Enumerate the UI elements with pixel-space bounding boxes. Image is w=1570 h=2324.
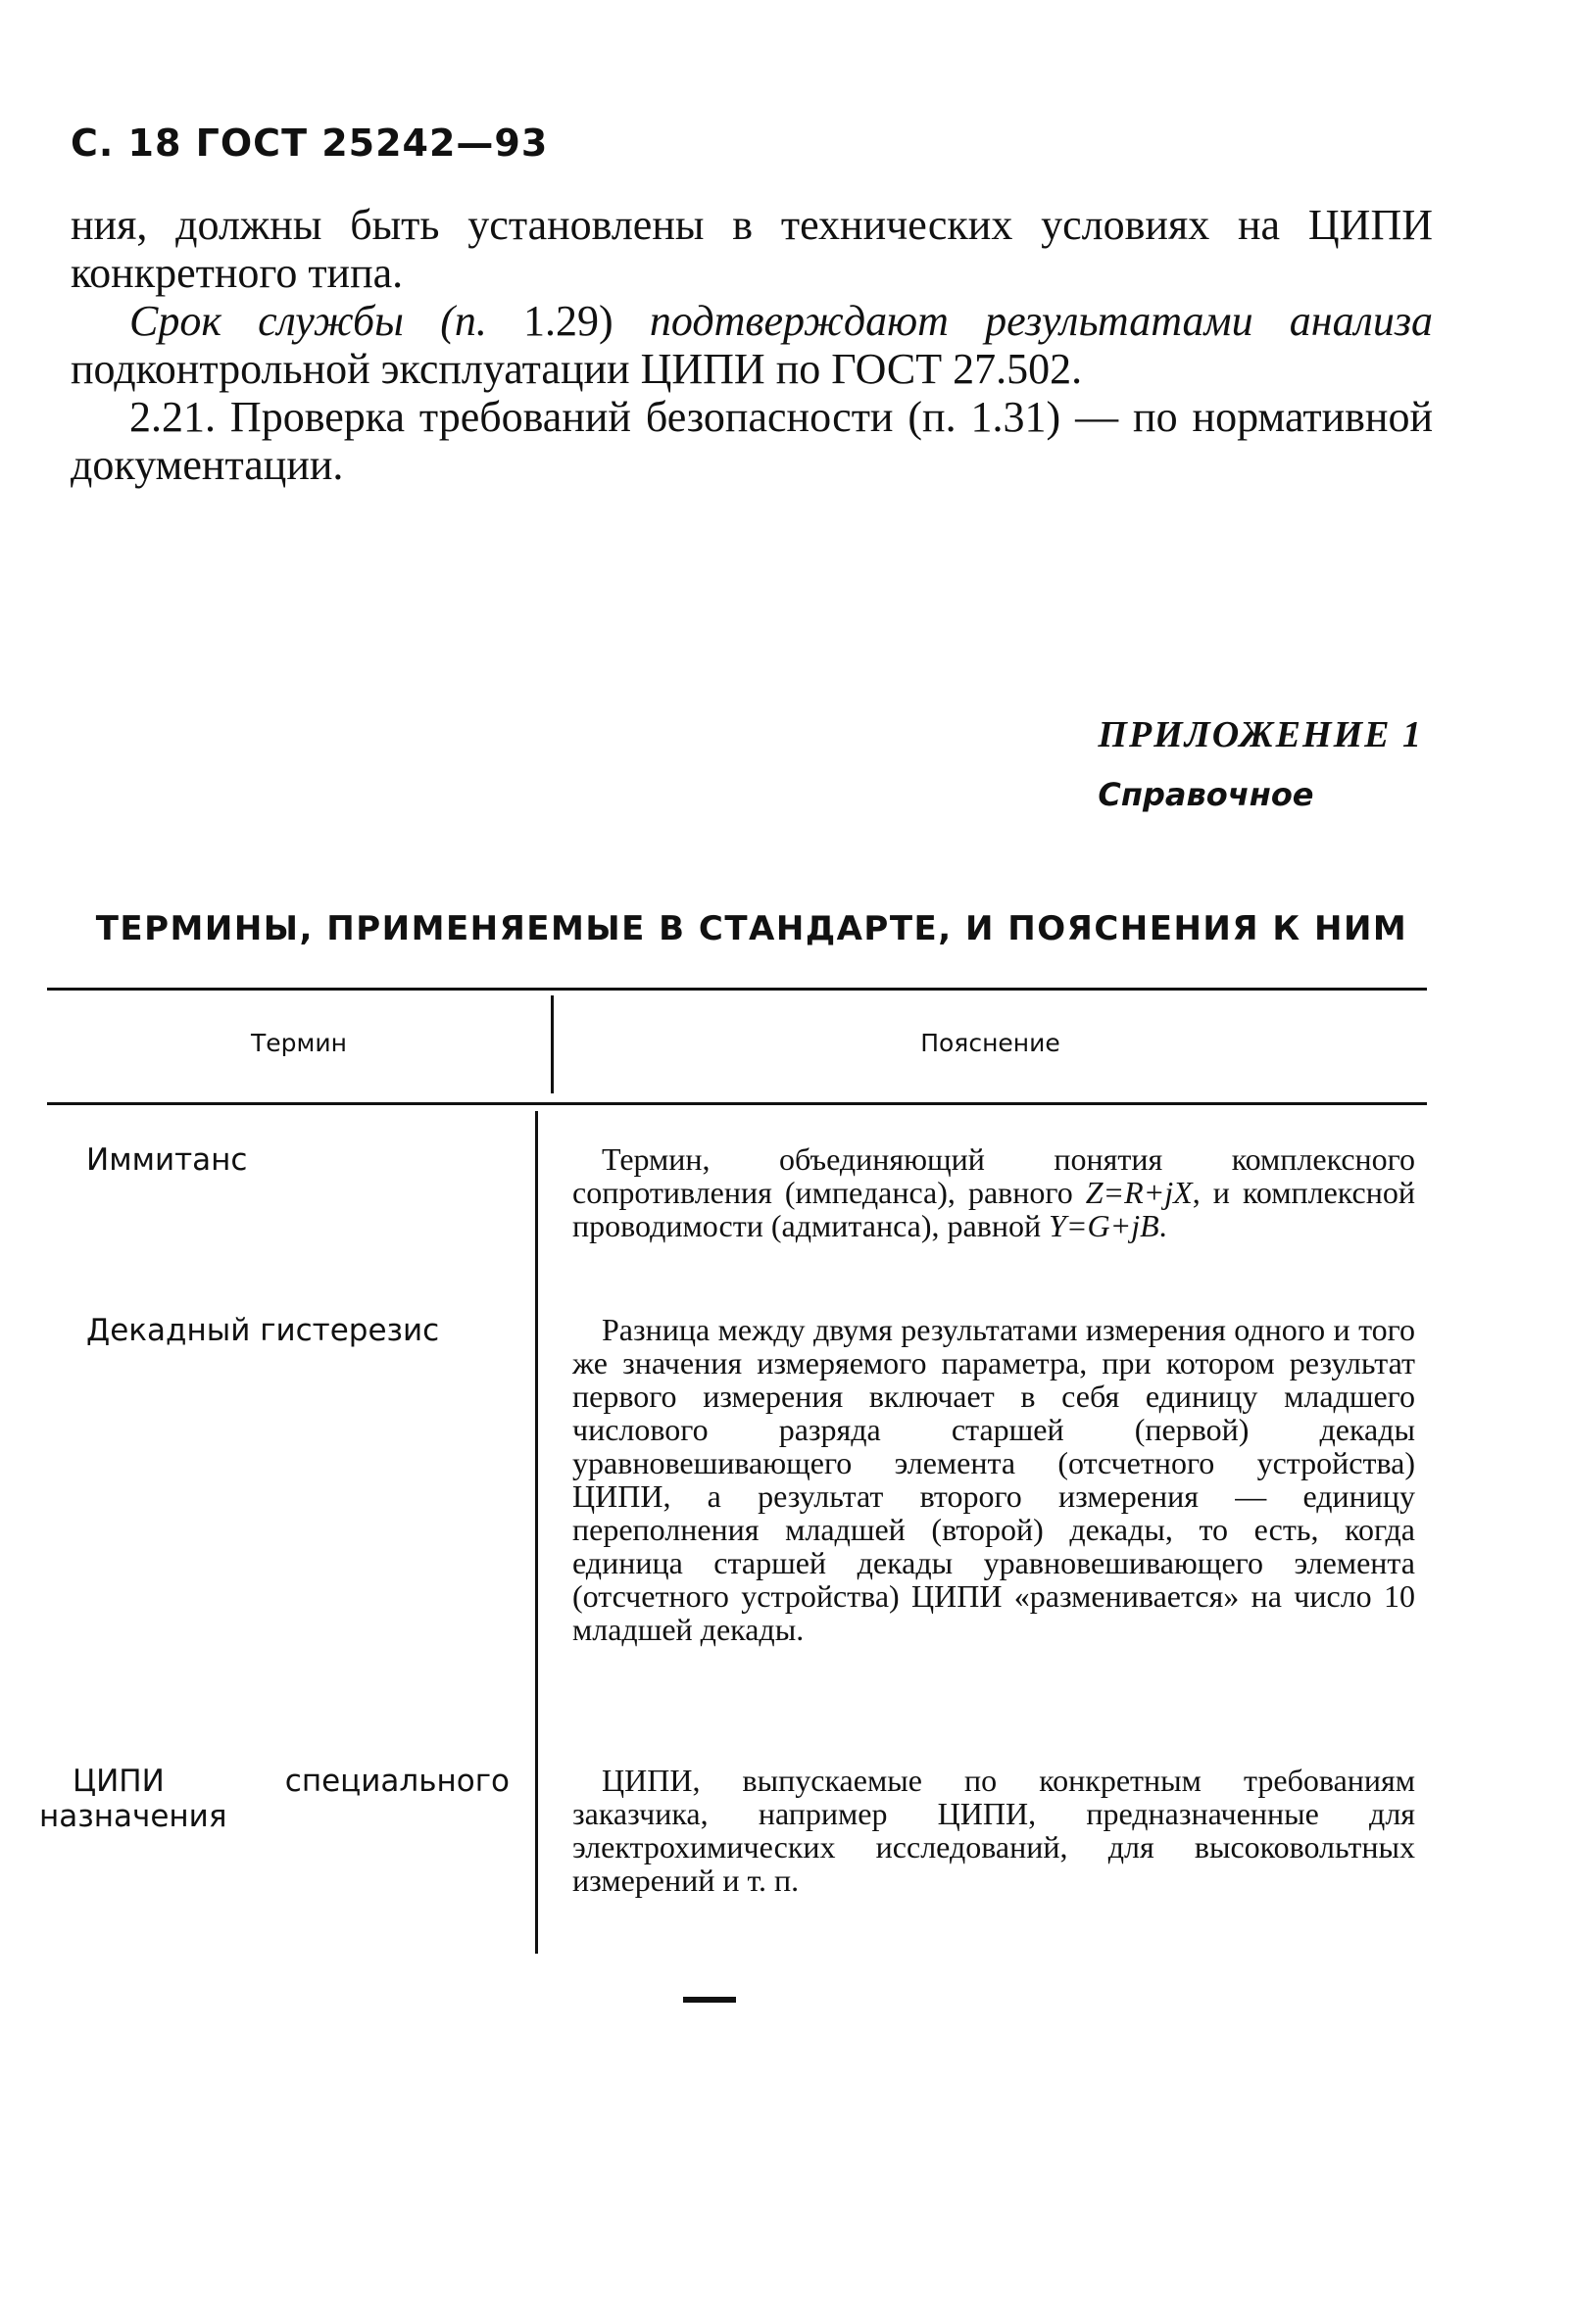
end-of-table-dash	[683, 1997, 736, 2003]
service-life-ref: 1.29)	[486, 297, 650, 345]
explanation-immittance-part-b: , и комплексной проводимости (адмитанса), равной	[572, 1175, 1415, 1243]
term-immittance: Иммитанс	[86, 1142, 248, 1178]
table-top-rule	[47, 988, 1427, 991]
appendix-kind: Справочное	[1098, 776, 1314, 813]
explanation-immittance-part-c: .	[1158, 1208, 1167, 1243]
appendix-title: ПРИЛОЖЕНИЕ 1	[1098, 714, 1423, 755]
table-title: ТЕРМИНЫ, ПРИМЕНЯЕМЫЕ В СТАНДАРТЕ, И ПОЯСНЕНИЯ К НИМ	[95, 909, 1408, 948]
formula-admittance: Y=G+jB	[1049, 1208, 1159, 1243]
column-header-term: Термин	[251, 1029, 347, 1057]
body-text	[71, 201, 1433, 489]
service-life-verb: подтверждают результатами анализа	[649, 297, 1433, 345]
table-body-divider	[535, 1111, 538, 1954]
service-life-tail: подконтрольной эксплуатации ЦИПИ по ГОСТ 27.502.	[71, 345, 1083, 393]
paragraph-service-life	[71, 297, 1433, 393]
appendix-heading	[1098, 713, 1423, 813]
formula-impedance: Z=R+jX	[1085, 1175, 1193, 1210]
service-life-lead: Срок службы (п.	[129, 297, 487, 345]
column-header-explanation: Пояснение	[920, 1029, 1060, 1057]
paragraph-2-21: 2.21. Проверка требований безопасности (п. 1.31) — по нормативной документации.	[71, 393, 1433, 489]
term-special-purpose: ЦИПИ специального назначения	[39, 1764, 510, 1834]
explanation-immittance-part-a: Термин, объединяющий понятия комплексного сопротивления (импеданса), равного	[572, 1141, 1415, 1210]
explanation-decade-hysteresis: Разница между двумя результатами измерения одного и того же значения измеряемого параметра, при котором результат первого измерения включает в себя единицу младшего числового разряда старшей (первой) декады уравновешивающего элемента (отсчетного устройства) ЦИПИ, а результат второго измерения — единицу переполнения младшей (второй) декады, то есть, когда единица старшей декады уравновешивающего элемента (отсчетного устройства) ЦИПИ «разменивается» на число 10 младшей декады.	[572, 1312, 1415, 1647]
paragraph-continuation: ния, должны быть установлены в технических условиях на ЦИПИ конкретного типа.	[71, 201, 1433, 297]
term-decade-hysteresis: Декадный гистерезис	[86, 1313, 440, 1348]
explanation-immittance	[572, 1142, 1415, 1242]
table-header-rule	[47, 1102, 1427, 1105]
running-head: С. 18 ГОСТ 25242—93	[71, 121, 549, 165]
explanation-special-purpose: ЦИПИ, выпускаемые по конкретным требованиям заказчика, например ЦИПИ, предназначенные для электрохимических исследований, для высоковольтных измерений и т. п.	[572, 1763, 1415, 1898]
